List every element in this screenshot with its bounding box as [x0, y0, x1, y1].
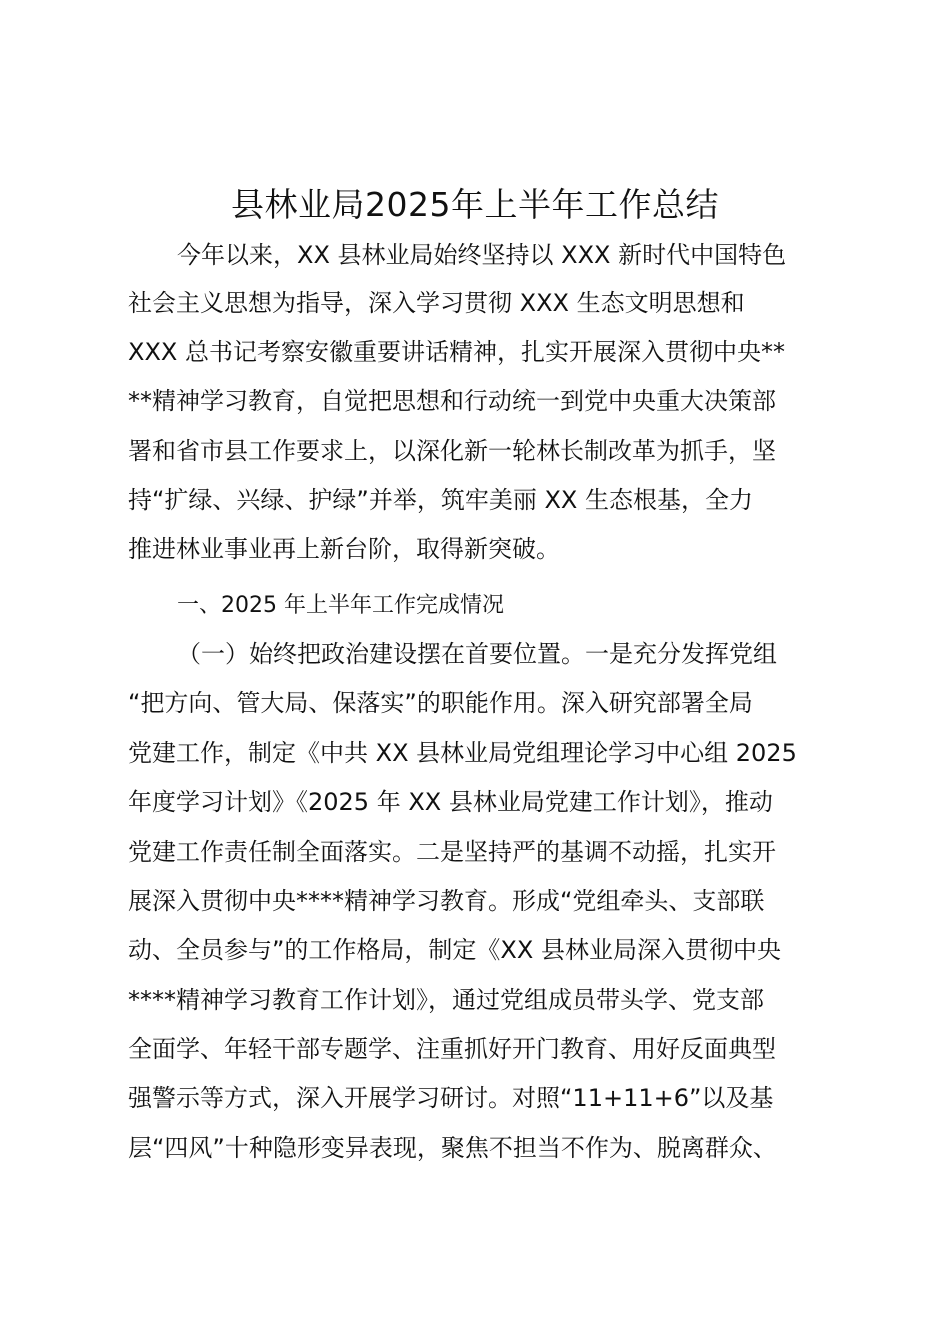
paragraph-line: **精神学习教育，自觉把思想和行动统一到党中央重大决策部	[128, 387, 776, 415]
paragraph-line: 层“四风”十种隐形变异表现，聚焦不担当不作为、脱离群众、	[128, 1134, 777, 1162]
section-heading: 一、2025 年上半年工作完成情况	[177, 593, 504, 618]
paragraph-line: 持“扩绿、兴绿、护绿”并举，筑牢美丽 XX 生态根基，全力	[128, 486, 754, 514]
paragraph-line: 党建工作责任制全面落实。二是坚持严的基调不动摇，扎实开	[128, 838, 776, 866]
paragraph-line: 动、全员参与”的工作格局，制定《XX 县林业局深入贯彻中央	[128, 936, 781, 964]
paragraph-line: 强警示等方式，深入开展学习研讨。对照“11+11+6”以及基	[128, 1084, 774, 1112]
paragraph-line: 年度学习计划》《2025 年 XX 县林业局党建工作计划》，推动	[128, 788, 773, 816]
paragraph-line: （一）始终把政治建设摆在首要位置。一是充分发挥党组	[177, 640, 777, 668]
paragraph-line: XXX 总书记考察安徽重要讲话精神，扎实开展深入贯彻中央**	[128, 338, 785, 366]
paragraph-line: 社会主义思想为指导，深入学习贯彻 XXX 生态文明思想和	[128, 289, 745, 317]
paragraph-line: 党建工作，制定《中共 XX 县林业局党组理论学习中心组 2025	[128, 739, 797, 767]
document-title: 县林业局2025年上半年工作总结	[231, 185, 719, 224]
paragraph-line: 署和省市县工作要求上，以深化新一轮林长制改革为抓手，坚	[128, 437, 776, 465]
paragraph-line: ****精神学习教育工作计划》，通过党组成员带头学、党支部	[128, 986, 764, 1014]
paragraph-line: 今年以来，XX 县林业局始终坚持以 XXX 新时代中国特色	[177, 241, 787, 269]
paragraph-line: 展深入贯彻中央****精神学习教育。形成“党组牵头、支部联	[128, 887, 765, 915]
paragraph-line: 推进林业事业再上新台阶，取得新突破。	[128, 535, 560, 563]
paragraph-line: 全面学、年轻干部专题学、注重抓好开门教育、用好反面典型	[128, 1035, 776, 1063]
paragraph-line: “把方向、管大局、保落实”的职能作用。深入研究部署全局	[128, 689, 753, 717]
